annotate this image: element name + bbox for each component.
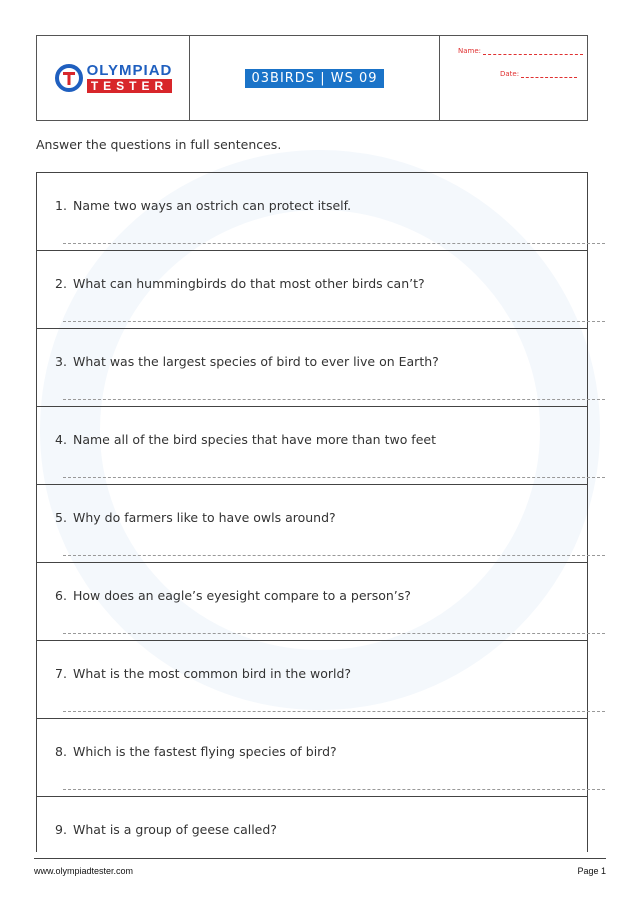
question-number: 4. [55, 432, 67, 447]
question-number: 2. [55, 276, 67, 291]
olympiad-tester-logo [54, 63, 173, 93]
question-number: 1. [55, 198, 67, 213]
footer-website-link[interactable]: www.olympiadtester.com [34, 866, 134, 876]
question-text: What is the most common bird in the world? [73, 666, 352, 681]
worksheet-header [36, 35, 588, 121]
name-label: Name: [458, 47, 482, 55]
logo-cell [37, 36, 190, 120]
logo-icon [54, 63, 84, 93]
question-text: What can hummingbirds do that most other birds can’t? [73, 276, 425, 291]
footer-page-number: Page 1 [577, 866, 606, 876]
question-text: Why do farmers like to have owls around? [73, 510, 336, 525]
question-row-5 [37, 485, 587, 563]
date-label: Date: [500, 70, 520, 78]
meta-cell [440, 36, 587, 120]
answer-line[interactable] [63, 477, 605, 478]
worksheet-title: 03BIRDS | WS 09 [245, 69, 383, 88]
question-row-3 [37, 329, 587, 407]
answer-line[interactable] [63, 789, 605, 790]
question-text: What was the largest species of bird to ever live on Earth? [73, 354, 439, 369]
instructions: Answer the questions in full sentences. [36, 137, 282, 152]
question-row-6 [37, 563, 587, 641]
question-row-7 [37, 641, 587, 719]
page-footer [34, 858, 606, 876]
question-text: How does an eagle’s eyesight compare to a person’s? [73, 588, 411, 603]
question-text: Which is the fastest flying species of bird? [73, 744, 337, 759]
name-field[interactable] [458, 47, 583, 55]
answer-line[interactable] [63, 633, 605, 634]
question-text: Name two ways an ostrich can protect itself. [73, 198, 352, 213]
answer-line[interactable] [63, 321, 605, 322]
answer-line[interactable] [63, 243, 605, 244]
question-number: 5. [55, 510, 67, 525]
question-number: 3. [55, 354, 67, 369]
question-text: What is a group of geese called? [73, 822, 277, 837]
question-list [36, 172, 588, 852]
date-line [521, 77, 577, 78]
question-number: 6. [55, 588, 67, 603]
question-row-1 [37, 173, 587, 251]
question-number: 9. [55, 822, 67, 837]
answer-line[interactable] [63, 711, 605, 712]
logo-brand-top: OLYMPIAD [86, 62, 173, 79]
logo-brand-bottom: TESTER [87, 79, 173, 93]
title-cell [190, 36, 440, 120]
question-row-9 [37, 797, 587, 875]
date-field[interactable] [500, 70, 577, 78]
question-row-8 [37, 719, 587, 797]
name-line [483, 54, 583, 55]
question-number: 7. [55, 666, 67, 681]
answer-line[interactable] [63, 399, 605, 400]
question-number: 8. [55, 744, 67, 759]
question-text: Name all of the bird species that have more than two feet [73, 432, 436, 447]
answer-line[interactable] [63, 555, 605, 556]
question-row-4 [37, 407, 587, 485]
question-row-2 [37, 251, 587, 329]
